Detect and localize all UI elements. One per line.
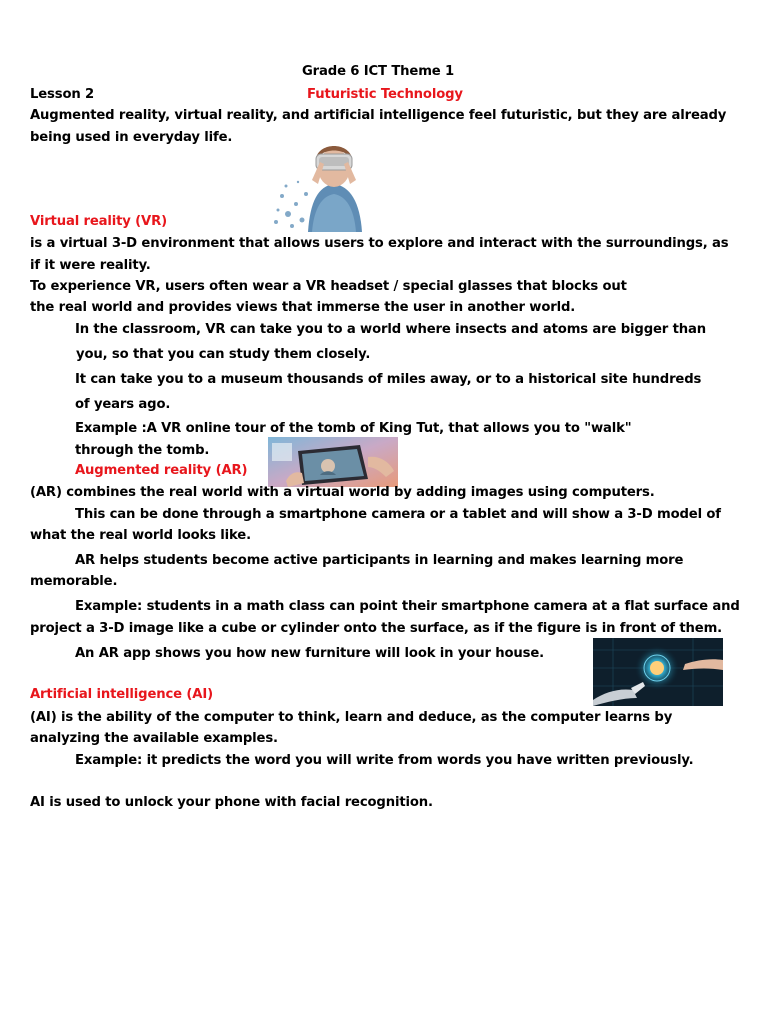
ar-tablet-image [268, 437, 398, 487]
ar-text-line: An AR app shows you how new furniture will look in your house. [75, 646, 544, 661]
vr-headset-image [268, 124, 400, 232]
ai-text-line: analyzing the available examples. [30, 731, 278, 746]
vr-heading: Virtual reality (VR) [30, 214, 167, 229]
ar-text-line: This can be done through a smartphone camera or a tablet and will show a 3-D model of [75, 507, 721, 522]
ai-text-line: Example: it predicts the word you will write from words you have written previously. [75, 753, 694, 768]
ar-text-line: project a 3-D image like a cube or cylinder onto the surface, as if the figure is in front of them. [30, 621, 723, 636]
ai-heading: Artificial intelligence (AI) [30, 687, 213, 702]
lesson-title: Futuristic Technology [307, 87, 463, 102]
lesson-number: Lesson 2 [30, 87, 95, 102]
vr-text-line: the real world and provides views that immerse the user in another world. [30, 300, 576, 315]
intro-line: Augmented reality, virtual reality, and artificial intelligence feel futuristic, but they are already [30, 108, 727, 123]
ar-heading: Augmented reality (AR) [75, 463, 248, 478]
ar-tablet-illustration [268, 437, 398, 487]
ai-robot-illustration [593, 638, 723, 706]
ai-text-line: AI is used to unlock your phone with facial recognition. [30, 795, 433, 810]
ar-text-line: Example: students in a math class can point their smartphone camera at a flat surface and [75, 599, 740, 614]
vr-text-line: To experience VR, users often wear a VR headset / special glasses that blocks out [30, 279, 627, 294]
vr-text-line: In the classroom, VR can take you to a world where insects and atoms are bigger than [75, 322, 706, 337]
vr-text-line: Example :A VR online tour of the tomb of King Tut, that allows you to "walk" [75, 421, 632, 436]
vr-text-line: if it were reality. [30, 258, 151, 273]
document-title: Grade 6 ICT Theme 1 [302, 64, 455, 79]
vr-text-line: is a virtual 3-D environment that allows users to explore and interact with the surroundings, as [30, 236, 729, 251]
intro-line: being used in everyday life. [30, 130, 233, 145]
ai-robot-image [593, 638, 723, 706]
vr-text-line: you, so that you can study them closely. [76, 347, 371, 362]
vr-text-line: It can take you to a museum thousands of miles away, or to a historical site hundreds [75, 372, 702, 387]
ar-text-line: (AR) combines the real world with a virtual world by adding images using computers. [30, 485, 655, 500]
vr-text-line: through the tomb. [75, 443, 210, 458]
ar-text-line: what the real world looks like. [30, 528, 251, 543]
vr-headset-illustration [268, 124, 400, 232]
ai-text-line: (AI) is the ability of the computer to think, learn and deduce, as the computer learns by [30, 710, 673, 725]
ar-text-line: AR helps students become active participants in learning and makes learning more [75, 553, 684, 568]
ar-text-line: memorable. [30, 574, 118, 589]
vr-text-line: of years ago. [75, 397, 171, 412]
